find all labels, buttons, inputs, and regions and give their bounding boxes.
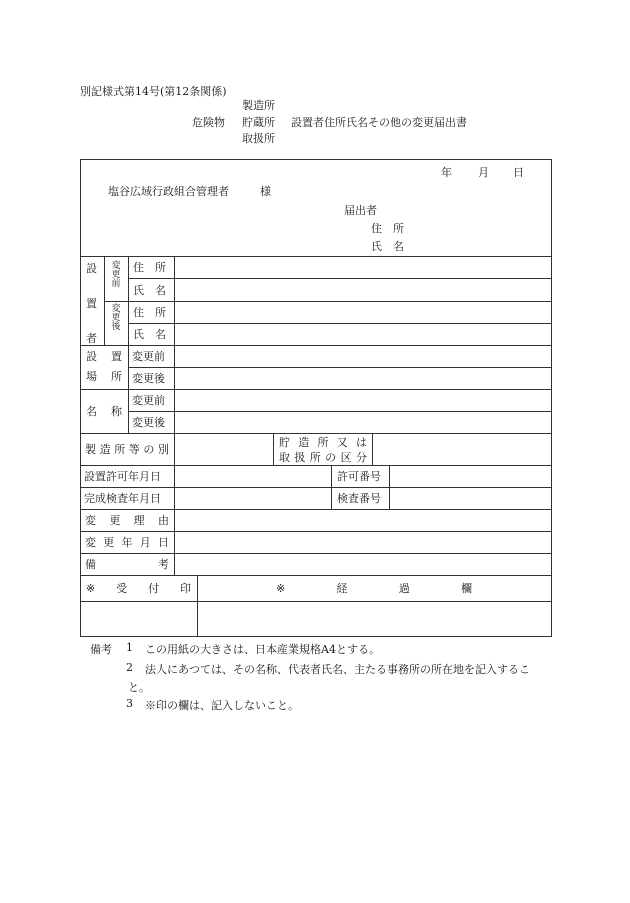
note-3-text: ※印の欄は、記入しないこと。 [145,699,299,712]
note-2-text: 法人にあつては、その名称、代表者氏名、主たる事務所の所在地を記入するこ [145,663,530,676]
note-2-continuation: と。 [128,681,150,694]
location-before-label: 変更前 [132,350,165,363]
notifier-label: 届出者 [344,204,377,217]
change-date-label: 変 更 年 月 日 [85,536,169,549]
date-day-label: 日 [513,166,524,179]
inspection-date-label: 完成検査年月日 [84,492,161,505]
location-label-line2: 場 所 [86,370,122,383]
storage-distinction-label-line1: 貯 造 所 又 は [279,436,367,449]
reception-stamp-label: ※ 受 付 印 [86,581,191,595]
change-reason-label: 変 更 理 由 [85,514,169,527]
note-1-number: 1 [126,641,133,654]
installer-label-2: 置 [86,297,97,310]
location-label-line1: 設 置 [86,350,122,363]
permit-number-label: 許可番号 [337,470,381,483]
note-2-number: 2 [126,661,133,674]
note-3-number: 3 [126,697,133,710]
date-month-label: 月 [478,166,489,179]
note-1-text: この用紙の大きさは、日本産業規格A4とする。 [145,643,380,656]
facility-distinction-label: 製 造 所 等 の 別 [85,443,169,456]
date-year-label: 年 [441,166,452,179]
after-char-3: 後 [111,322,121,332]
installer-label-3: 者 [86,332,97,345]
addressee: 塩谷広域行政組合管理者 [108,185,229,198]
before-char-3: 前 [111,279,121,289]
after-address-label: 住 所 [133,306,166,319]
after-name-label: 氏 名 [133,328,166,341]
inspection-number-label: 検査番号 [337,492,381,505]
before-name-label: 氏 名 [133,283,166,297]
before-address-label: 住 所 [133,261,166,274]
notes-label: 備考 [90,643,112,656]
progress-column-label: ※ 経 過 欄 [276,581,472,595]
after-char-1: 変 [111,304,121,314]
title-prefix: 危険物 [192,116,225,129]
before-char-1: 変 [111,261,121,271]
before-char-2: 更 [111,270,121,280]
name-before-label: 変更前 [132,394,165,407]
remarks-label: 備 考 [85,558,169,571]
facility-type-handling: 取扱所 [242,132,275,145]
form-number: 別記様式第14号(第12条関係) [80,85,227,98]
notifier-name-label: 氏 名 [371,240,404,253]
honorific: 様 [260,185,271,198]
name-label: 名 称 [86,405,122,418]
notifier-address-label: 住 所 [371,222,404,235]
facility-type-storage: 貯蔵所 [242,116,275,129]
name-after-label: 変更後 [132,416,165,429]
location-after-label: 変更後 [132,372,165,385]
facility-type-manufacturing: 製造所 [242,99,275,112]
installer-label-1: 設 [86,262,97,275]
after-char-2: 更 [111,313,121,323]
storage-distinction-label-line2: 取 扱 所 の 区 分 [279,451,367,464]
title-suffix: 設置者住所氏名その他の変更届出書 [291,116,467,129]
permit-date-label: 設置許可年月日 [84,470,161,483]
